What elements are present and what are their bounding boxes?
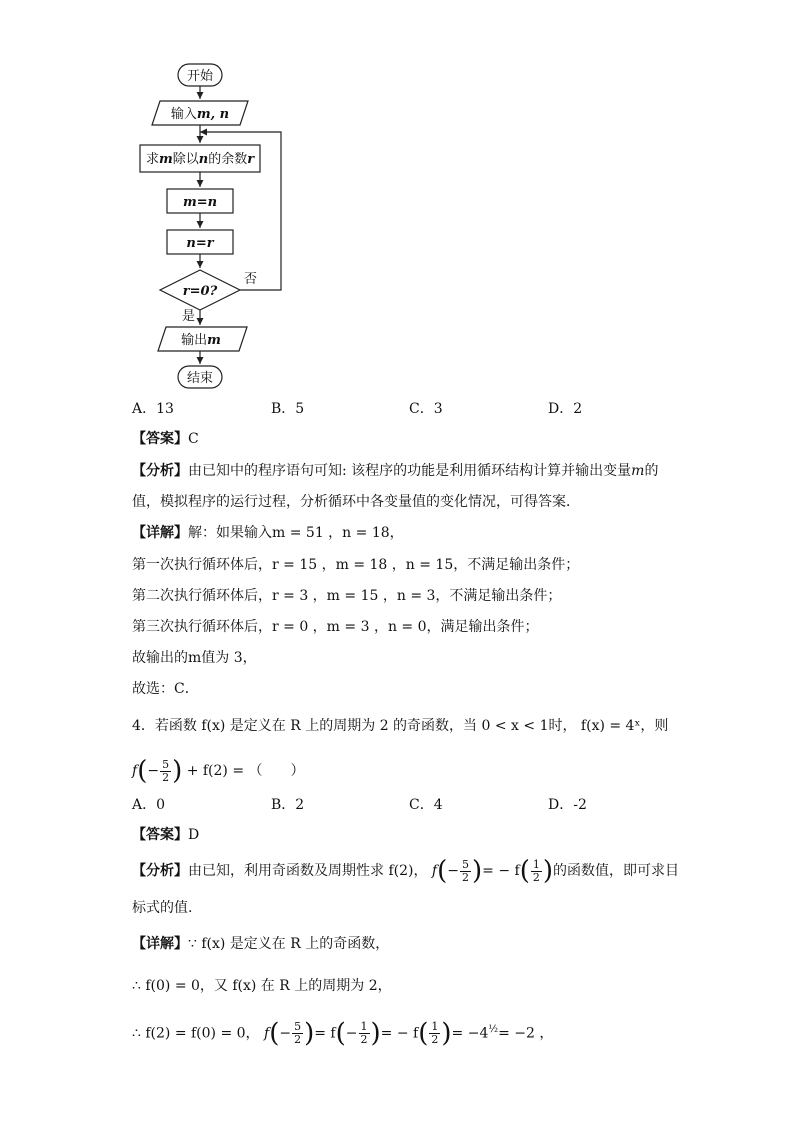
flow-decision-label: r=0? [182, 284, 218, 299]
q4-stem-line-1: 4．若函数 f(x) 是定义在 R 上的周期为 2 的奇函数，当 0 < x < 1时， f(x) = 4ˣ，则 [132, 718, 669, 734]
q4-stem-line-2: f(− $\frac{5}{2}$ ) + f(2) = （ ） [132, 756, 305, 786]
flow-end-label: 结束 [186, 371, 214, 386]
q3-analysis-line-1: 【分析】由已知中的程序语句可知: 该程序的功能是利用循环结构计算并输出变量m的 [132, 463, 659, 479]
q3-options [132, 398, 692, 418]
q3-detail-line-3: 第二次执行循环体后，r = 3 ，m = 15 ，n = 3，不满足输出条件； [132, 588, 562, 604]
q4-detail-line-2: ∴ f(0) = 0，又 f(x) 在 R 上的周期为 2， [132, 978, 392, 994]
q3-answer: 【答案】C [132, 431, 199, 447]
q4-option-d: D．-2 [548, 797, 587, 813]
flow-start-label: 开始 [186, 69, 214, 84]
q4-detail-line-1: 【详解】∵ f(x) 是定义在 R 上的奇函数， [132, 936, 390, 952]
q4-answer: 【答案】D [132, 827, 200, 843]
q3-detail-line-1: 【详解】解：如果输入m = 51 ，n = 18， [132, 525, 404, 541]
flow-input-label: 输入m, n [170, 107, 230, 122]
flow-assign-m-label: m=n [182, 195, 218, 210]
q3-option-a: A．13 [132, 401, 174, 417]
q3-detail-line-2: 第一次执行循环体后，r = 15 ，m = 18 ，n = 15，不满足输出条件； [132, 557, 580, 573]
flow-no-label: 否 [244, 272, 258, 287]
q4-analysis-line-1: 【分析】由已知，利用奇函数及周期性求 f(2)， f(− $\frac{5}{2}$ )= − f( $\frac{1}{2}$ )的函数值，即可求目 [132, 856, 680, 886]
q4-option-b: B．2 [271, 797, 305, 813]
q3-option-d: D．2 [548, 401, 583, 417]
q4-option-c: C．4 [409, 797, 443, 813]
q4-analysis-line-2: 标式的值. [132, 900, 193, 916]
q3-option-b: B．5 [271, 401, 305, 417]
q3-detail-line-5: 故输出的m值为 3， [132, 650, 257, 666]
flow-yes-label: 是 [182, 309, 196, 324]
q3-detail-line-4: 第三次执行循环体后，r = 0 ，m = 3 ，n = 0，满足输出条件； [132, 619, 539, 635]
flow-assign-n-label: n=r [186, 236, 214, 251]
flow-output-label: 输出m [181, 333, 221, 348]
q3-detail-line-6: 故选：C． [132, 681, 199, 697]
flowchart [0, 0, 320, 400]
q4-option-a: A．0 [132, 797, 166, 813]
q4-options [132, 794, 692, 814]
q3-analysis-line-2: 值，模拟程序的运行过程，分析循环中各变量值的变化情况，可得答案． [132, 494, 580, 510]
q4-detail-line-3: ∴ f(2) = f(0) = 0， f(− $\frac{5}{2}$ )= f(− $\frac{1}{2}$ )= − f( $\frac{1}{2}$ )= $-4^{\frac{1}{2}}= -2$ ， [132, 1018, 554, 1049]
q3-option-c: C．3 [409, 401, 443, 417]
flow-remainder-label: 求m除以n的余数r [145, 152, 255, 167]
